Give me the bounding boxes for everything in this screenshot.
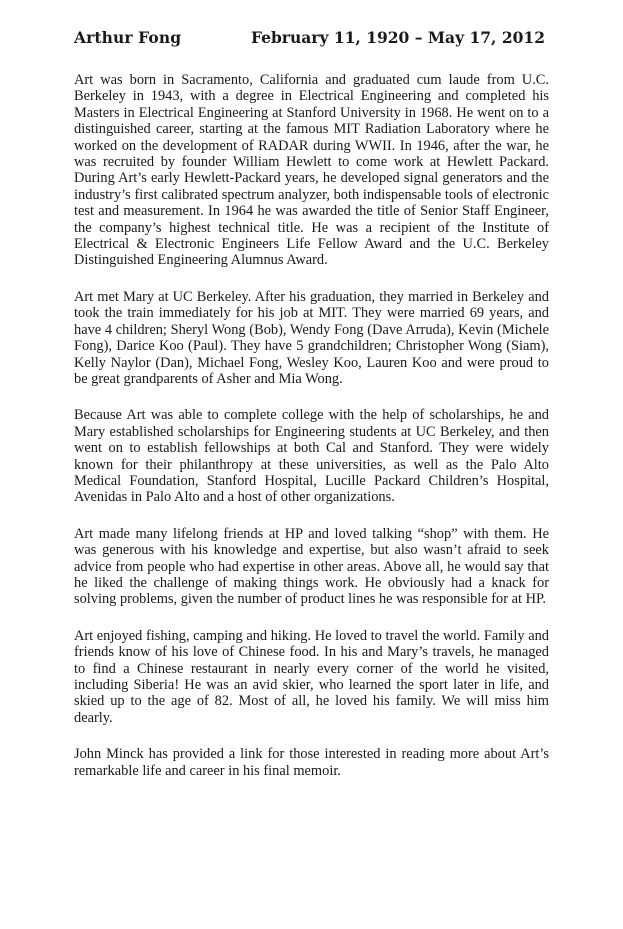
paragraph-philanthropy: Because Art was able to complete college with the help of scholarships, he and Mary established scholarships for Engineering students at UC Berkeley, and then went on to establish fellowships at both Cal and Stanford. They were widely known for their philanthropy at these universities, as well as the Palo Alto Medical Foundation, Stanford Hospital, Lucille Packard Children’s Hospital, Avenidas in Palo Alto and a host of other organizations. [74,407,549,506]
paragraph-family: Art met Mary at UC Berkeley. After his graduation, they married in Berkeley and took the train immediately for his job at MIT. They were married 69 years, and have 4 children; Sheryl Wong (Bob), Wendy Fong (Dave Arruda), Kevin (Michele Fong), Darice Koo (Paul). They have 5 grandchildren; Christopher Wong (Siam), Kelly Naylor (Dan), Michael Fong, Wesley Koo, Lauren Koo and were proud to be great grandparents of Asher and Mia Wong. [74,288,549,387]
paragraph-hobbies: Art enjoyed fishing, camping and hiking. He loved to travel the world. Family and friends know of his love of Chinese food. In his and Mary’s travels, he managed to find a Chinese restaurant in nearly every corner of the world he visited, including Siberia! He was an avid skier, who learned the sport later in life, and skied up to the age of 82. Most of all, he loved his family. We will miss him dearly. [74,627,549,726]
life-dates: February 11, 1920 – May 17, 2012 [250,28,545,47]
paragraph-career: Art was born in Sacramento, California and graduated cum laude from U.C. Berkeley in 1943, with a degree in Electrical Engineering and completed his Masters in Electrical Engineering at Stanford University in 1968. He went on to a distinguished career, starting at the famous MIT Radiation Laboratory where he worked on the development of RADAR during WWII. In 1946, after the war, he was recruited by founder William Hewlett to come work at Hewlett Packard. During Art’s early Hewlett-Packard years, he developed signal generators and the industry’s first calibrated spectrum analyzer, both indispensable tools of electronic test and measurement. In 1964 he was awarded the title of Senior Staff Engineer, the company’s highest technical title. He was a recipient of the Institute of Electrical & Electronic Engineers Life Fellow Award and the U.C. Berkeley Distinguished Engineering Alumnus Award. [74,72,549,269]
obituary-body [74,72,549,779]
paragraph-memoir-link: John Minck has provided a link for those interested in reading more about Art’s remarkable life and career in his final memoir. [74,746,549,779]
header [74,28,549,47]
paragraph-hp-friends: Art made many lifelong friends at HP and loved talking “shop” with them. He was generous with his knowledge and expertise, but also wasn’t afraid to seek advice from people who had expertise in other areas. Above all, he would say that he liked the challenge of making things work. He obviously had a knack for solving problems, given the number of product lines he was responsible for at HP. [74,525,549,608]
person-name: Arthur Fong [74,28,182,47]
